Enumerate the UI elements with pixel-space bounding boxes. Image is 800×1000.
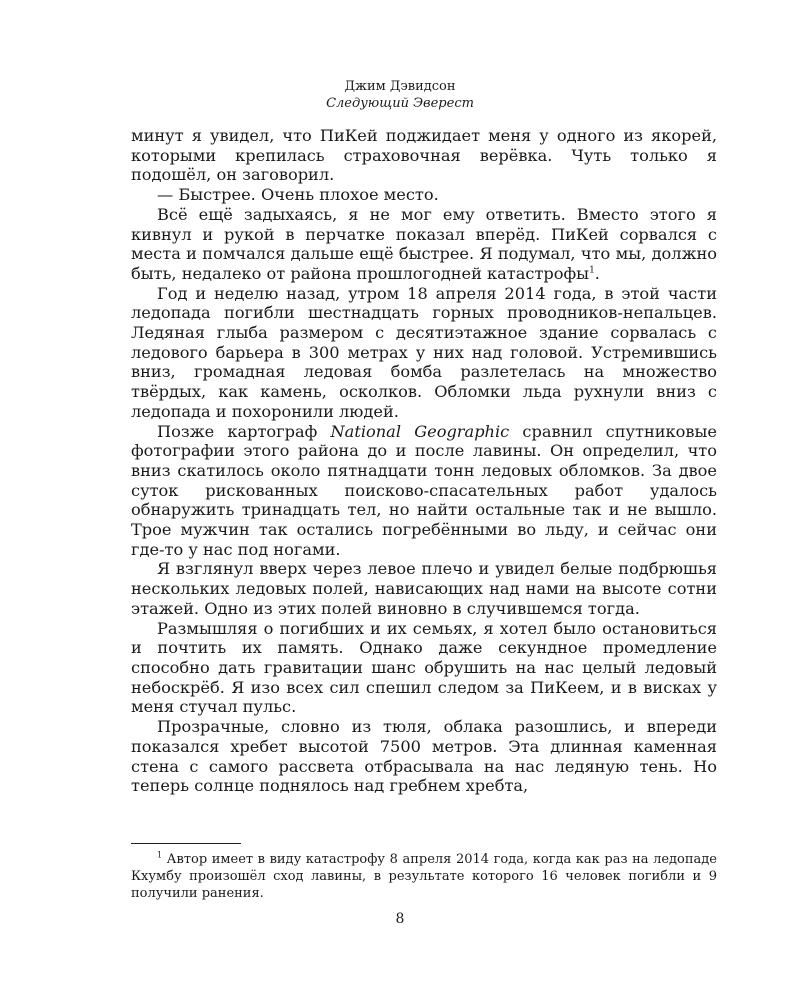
page-number: 8 bbox=[395, 911, 405, 927]
body-text bbox=[131, 126, 717, 796]
paragraph: Прозрачные, словно из тюля, облака разошлись, и впереди показался хребет высотой 7500 метров. Эта длинная каменная стена с самого рассвета отбрасывала на нас ледяную тень. Но теперь солнце поднялось над гребнем хребта, bbox=[131, 717, 717, 796]
book-title: Следующий Эверест bbox=[326, 96, 474, 111]
paragraph: минут я увидел, что ПиКей поджидает меня у одного из якорей, которыми крепилась страховочная верёвка. Чуть только я подошёл, он заговорил. bbox=[131, 126, 717, 185]
footnote-divider bbox=[131, 843, 241, 844]
paragraph: Размышляя о погибших и их семьях, я хотел было остановиться и почтить их память. Однако даже секундное промедление способно дать гравитации шанс обрушить на нас целый ледовый небоскрёб. Я изо всех сил спешил следом за ПиКеем, и в висках у меня стучал пульс. bbox=[131, 618, 717, 717]
footnote-reference[interactable]: 1 bbox=[589, 265, 595, 276]
paragraph: — Быстрее. Очень плохое место. bbox=[157, 185, 439, 205]
footnote-text: Автор имеет в виду катастрофу 8 апреля 2014 года, когда как раз на ледопаде Кхумбу произошёл сход лавины, в результате которого 16 человек погибли и 9 получили ранения. bbox=[131, 852, 717, 901]
author-name: Джим Дэвидсон bbox=[344, 79, 456, 94]
running-header bbox=[0, 78, 800, 112]
paragraph: Год и неделю назад, утром 18 апреля 2014 года, в этой части ледопада погибли шестнадцать горных проводников-непальцев. Ледяная глыба размером с десятиэтажное здание сорвалась с ледового барьера в 300 метрах у них над головой. Устремившись вниз, громадная ледовая бомба разлетелась на множество твёрдых, как камень, осколков. Обломки льда рухнули вниз с ледопада и похоронили людей. bbox=[131, 283, 717, 421]
magazine-name: National Geographic bbox=[330, 421, 510, 441]
paragraph: Позже картограф National Geographic сравнил спутниковые фотографии этого района до и после лавины. Он определил, что вниз скатилось около пятнадцати тонн ледовых обломков. За двое суток рискованных поисково-спасательных работ удалось обнаружить тринадцать тел, но найти остальные так и не вышло. Трое мужчин так остались погребёнными во льду, и сейчас они где-то у нас под ногами. bbox=[131, 421, 717, 559]
paragraph: Всё ещё задыхаясь, я не мог ему ответить. Вместо этого я кивнул и рукой в перчатке показал вперёд. ПиКей сорвался с места и помчался дальше ещё быстрее. Я подумал, что мы, должно быть, недалеко от района прошлогодней катастрофы$^1$. bbox=[131, 204, 717, 283]
footnote bbox=[131, 851, 717, 902]
paragraph: Я взглянул вверх через левое плечо и увидел белые подбрюшья нескольких ледовых полей, нависающих над нами на высоте сотни этажей. Одно из этих полей виновно в случившемся тогда. bbox=[131, 559, 717, 618]
footnote-marker: 1 bbox=[157, 850, 163, 860]
